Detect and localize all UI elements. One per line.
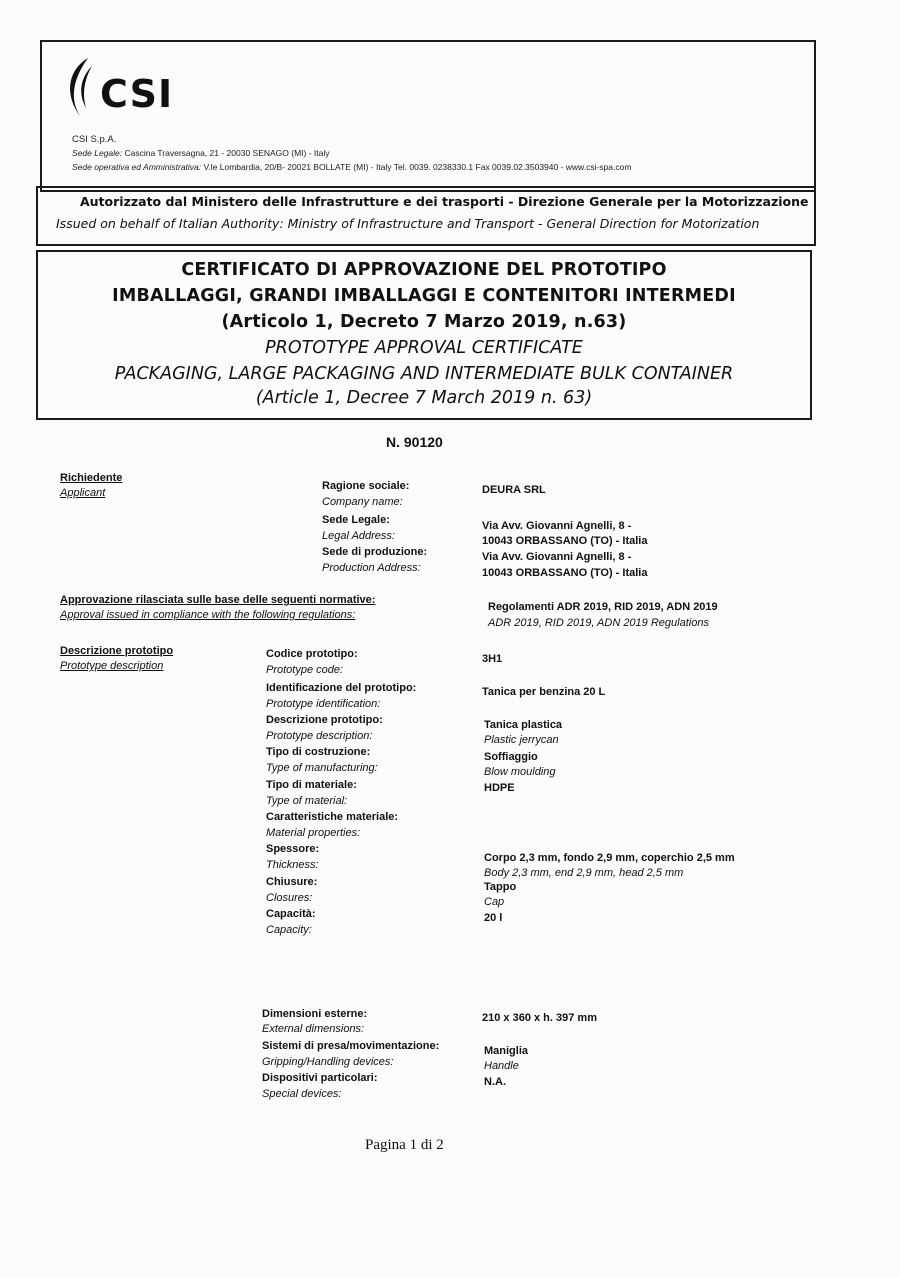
certificate-number: N. 90120 [386,434,443,450]
gripping-label-en: Gripping/Handling devices: [262,1056,394,1068]
gripping-value-en: Handle [484,1060,519,1072]
approval-label-it: Approvazione rilasciata sulle base delle seguenti normative: [60,594,376,606]
title-en-2: PACKAGING, LARGE PACKAGING AND INTERMEDIATE BULK CONTAINER [114,364,734,384]
manufacturing-value-it: Soffiaggio [484,751,538,763]
ident-label-it: Identificazione del prototipo: [266,682,417,694]
ident-label-en: Prototype identification: [266,698,381,710]
code-label-en: Prototype code: [266,664,344,676]
title-en-3: (Article 1, Decree 7 March 2019 n. 63) [255,388,593,408]
gripping-value-it: Maniglia [484,1045,529,1057]
thickness-value-en: Body 2,3 mm, end 2,9 mm, head 2,5 mm [484,867,684,879]
gripping-label-it: Sistemi di presa/movimentazione: [262,1040,440,1052]
thickness-value-it: Corpo 2,3 mm, fondo 2,9 mm, coperchio 2,5 mm [484,852,735,864]
approval-value-it: Regolamenti ADR 2019, RID 2019, ADN 2019 [488,601,718,613]
title-box [36,250,812,420]
closures-label-en: Closures: [266,892,313,904]
desc-value-it: Tanica plastica [484,719,563,731]
properties-label-en: Material properties: [266,827,361,839]
properties-label-it: Caratteristiche materiale: [266,811,399,823]
applicant-section-en: Applicant [60,487,106,499]
manufacturing-label-it: Tipo di costruzione: [266,746,371,758]
company-name: CSI S.p.A. [72,134,117,145]
special-label-it: Dispositivi particolari: [262,1072,378,1084]
approval-value-en: ADR 2019, RID 2019, ADN 2019 Regulations [488,617,709,629]
prototype-section-it: Descrizione prototipo [60,645,174,657]
dimensions-label-it: Dimensioni esterne: [262,1008,368,1020]
closures-value-en: Cap [484,896,505,908]
applicant-section-it: Richiedente [60,472,123,484]
page-number: Pagina 1 di 2 [365,1137,444,1153]
title-en-1: PROTOTYPE APPROVAL CERTIFICATE [265,338,583,358]
capacity-value: 20 l [484,912,503,924]
prototype-section-en: Prototype description [60,660,164,672]
approval-label-en: Approval issued in compliance with the following regulations: [60,609,356,621]
desc-label-it: Descrizione prototipo: [266,714,383,726]
legal-label-en: Legal Address: [322,530,395,542]
company-label-it: Ragione sociale: [322,480,410,492]
production-label-it: Sede di produzione: [322,546,428,558]
capacity-label-en: Capacity: [266,924,312,936]
logo-text: CSI [100,72,174,116]
csi-logo-icon [62,56,102,120]
legal-label-it: Sede Legale: [322,514,390,526]
closures-label-it: Chiusure: [266,876,318,888]
legal-value-1: Via Avv. Giovanni Agnelli, 8 - [482,520,632,532]
company-value: DEURA SRL [482,484,546,496]
special-label-en: Special devices: [262,1088,342,1100]
title-it-2: IMBALLAGGI, GRANDI IMBALLAGGI E CONTENITORI INTERMEDI [112,286,736,306]
dimensions-value: 210 x 360 x h. 397 mm [482,1012,597,1024]
thickness-label-en: Thickness: [266,859,319,871]
manufacturing-value-en: Blow moulding [484,766,556,778]
title-it-1: CERTIFICATO DI APPROVAZIONE DEL PROTOTIPO [181,260,667,280]
legal-value-2: 10043 ORBASSANO (TO) - Italia [482,535,648,547]
title-it-3: (Articolo 1, Decreto 7 Marzo 2019, n.63) [221,312,627,332]
company-label-en: Company name: [322,496,403,508]
special-value: N.A. [484,1076,506,1088]
operative-seat-line: Sede operativa ed Amministrativa: V.le Lombardia, 20/B- 20021 BOLLATE (MI) - Italy Tel. 0039. 0238330.1 Fax 0039.02.3503940 - www.csi-spa.com [72,162,632,172]
code-value: 3H1 [482,653,503,665]
authority-italian: Autorizzato dal Ministero delle Infrastrutture e dei trasporti - Direzione Generale per la Motorizzazione [80,194,809,209]
material-label-en: Type of material: [266,795,348,807]
production-value-1: Via Avv. Giovanni Agnelli, 8 - [482,551,632,563]
manufacturing-label-en: Type of manufacturing: [266,762,378,774]
ident-value: Tanica per benzina 20 L [482,686,606,698]
dimensions-label-en: External dimensions: [262,1023,365,1035]
material-label-it: Tipo di materiale: [266,779,357,791]
code-label-it: Codice prototipo: [266,648,358,660]
production-label-en: Production Address: [322,562,421,574]
production-value-2: 10043 ORBASSANO (TO) - Italia [482,567,648,579]
closures-value-it: Tappo [484,881,517,893]
authority-english: Issued on behalf of Italian Authority: Ministry of Infrastructure and Transport - General Direction for Motorization [56,216,760,231]
material-value: HDPE [484,782,515,794]
desc-label-en: Prototype description: [266,730,373,742]
desc-value-en: Plastic jerrycan [484,734,559,746]
thickness-label-it: Spessore: [266,843,320,855]
capacity-label-it: Capacità: [266,908,316,920]
legal-seat-line: Sede Legale: Cascina Traversagna, 21 - 20030 SENAGO (MI) - Italy [72,148,330,158]
